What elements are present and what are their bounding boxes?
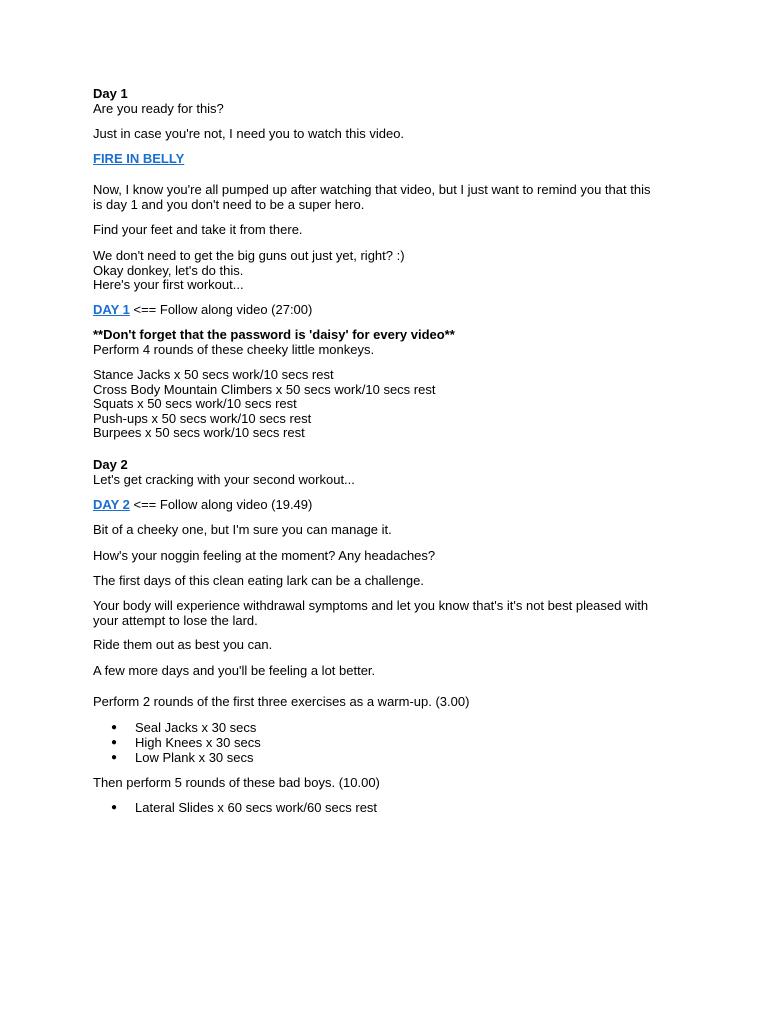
exercise-item: Squats x 50 secs work/10 secs rest [93, 396, 297, 412]
bullet-icon: ● [111, 722, 118, 733]
para-line: Now, I know you're all pumped up after watching that video, but I just want to remind you that this [93, 182, 651, 197]
day1-para-feet: Find your feet and take it from there. [93, 222, 303, 237]
para-line: Your body will experience withdrawal symptoms and let you know that's it's not best pleased with [93, 598, 649, 613]
day2-video-note: <== Follow along video (19.49) [129, 497, 313, 512]
day1-intro-line: Are you ready for this? [93, 101, 224, 116]
para-line: Okay donkey, let's do this. [93, 262, 244, 278]
warmup-exercise: Seal Jacks x 30 secs [135, 720, 257, 735]
day2-warmup-intro: Perform 2 rounds of the first three exercises as a warm-up. (3.00) [93, 694, 470, 709]
bullet-icon: ● [111, 737, 118, 748]
day1-para-pumped [93, 183, 693, 212]
day1-video-link[interactable]: DAY 1 [93, 302, 130, 317]
day1-heading: Day 1 [93, 86, 128, 101]
exercise-item: Stance Jacks x 50 secs work/10 secs rest [93, 367, 334, 382]
password-note: **Don't forget that the password is 'daisy' for every video** [93, 327, 455, 342]
warmup-exercise: Low Plank x 30 secs [135, 750, 254, 765]
day2-video-link[interactable]: DAY 2 [93, 497, 130, 512]
day2-para-few-days: A few more days and you'll be feeling a lot better. [93, 663, 376, 678]
exercise-item: Cross Body Mountain Climbers x 50 secs work/10 secs rest [93, 381, 436, 397]
para-line: is day 1 and you don't need to be a super hero. [93, 196, 365, 212]
bullet-icon: ● [111, 802, 118, 813]
day2-main-intro: Then perform 5 rounds of these bad boys. (10.00) [93, 775, 380, 790]
main-exercise: Lateral Slides x 60 secs work/60 secs rest [135, 800, 378, 815]
warmup-exercise: High Knees x 30 secs [135, 735, 261, 750]
para-line: your attempt to lose the lard. [93, 612, 258, 628]
day2-para-noggin: How's your noggin feeling at the moment? Any headaches? [93, 548, 436, 563]
day1-video-note: <== Follow along video (27:00) [129, 302, 313, 317]
day1-exercise-list [93, 368, 693, 441]
day2-para-clean-eating: The first days of this clean eating lark can be a challenge. [93, 573, 424, 588]
day2-video-line [93, 498, 693, 513]
bullet-icon: ● [111, 752, 118, 763]
day2-para-withdrawal [93, 599, 693, 628]
day1-video-link-block [93, 152, 693, 167]
day2-intro-line: Let's get cracking with your second workout... [93, 472, 355, 487]
para-line: Here's your first workout... [93, 277, 244, 293]
day1-watch-line: Just in case you're not, I need you to watch this video. [93, 126, 405, 141]
day2-para-ride: Ride them out as best you can. [93, 637, 273, 652]
exercise-item: Burpees x 50 secs work/10 secs rest [93, 425, 305, 441]
para-line: We don't need to get the big guns out just yet, right? :) [93, 248, 405, 263]
fire-in-belly-link[interactable]: FIRE IN BELLY [93, 151, 185, 166]
exercise-item: Push-ups x 50 secs work/10 secs rest [93, 410, 312, 426]
day1-para-big-guns [93, 249, 693, 293]
day2-para-cheeky: Bit of a cheeky one, but I'm sure you can manage it. [93, 522, 392, 537]
day2-heading: Day 2 [93, 457, 128, 472]
day1-video-line [93, 303, 693, 318]
day1-rounds-text: Perform 4 rounds of these cheeky little monkeys. [93, 342, 375, 357]
